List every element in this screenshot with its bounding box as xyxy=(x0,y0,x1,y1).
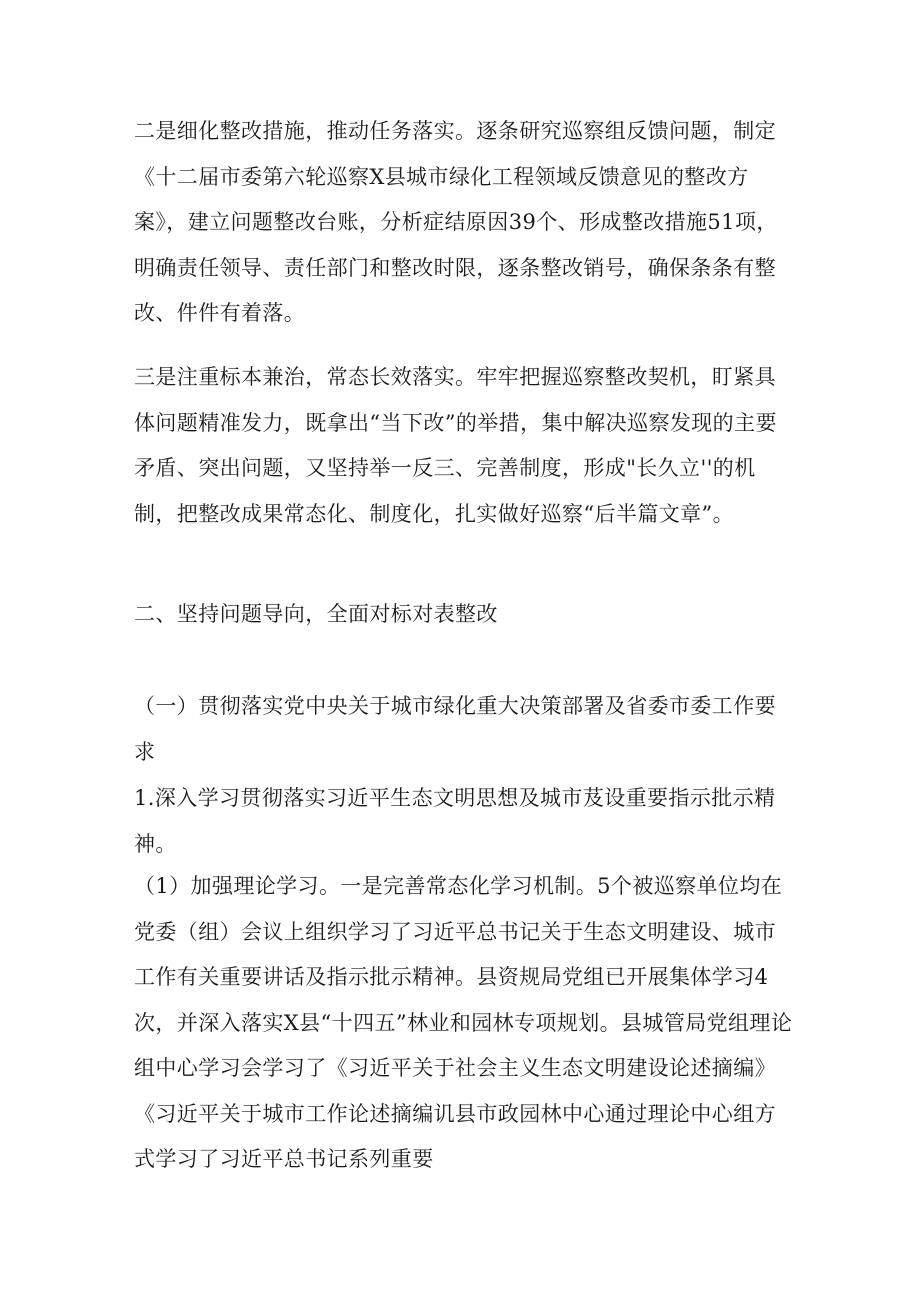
paragraph-long-term-effect: 三是注重标本兼治，常态长效落实。牢牢把握巡察整改契机，盯紧具体问题精准发力，既拿出“当下改”的举措，集中解决巡察发现的主要矛盾、突出问题，又坚持举一反三、完善制度，形成"长久立''的机制，把整改成果常态化、制度化，扎实做好巡察“后半篇文章”。 xyxy=(134,365,777,526)
item-heading: 1.深入学习贯彻落实习近平生态文明思想及城市芨设重要指示批示精神。 xyxy=(134,786,776,856)
subsection-heading: （一）贯彻落实党中央关于城市绿化重大决策部署及省委市委工作要求 xyxy=(134,694,776,764)
paragraph-rectification-measures: 二是细化整改措施，推动任务落实。逐条研究巡察组反馈问题，制定《十二届市委第六轮巡察X县城市绿化工程领域反馈意见的整改方案》，建立问题整改台账，分析症结原因39个、形成整改措施51项，明确责任领导、责任部门和整改时限，逐条整改销号，确保条条有整改、件件有着落。 xyxy=(134,119,778,325)
section-heading: 二、坚持问题导向，全面对标对表整改 xyxy=(134,602,498,626)
paragraph-theory-study: （1）加强理论学习。一是完善常态化学习机制。5个被巡察单位均在党委（组）会议上组织学习了习近平总书记关于生态文明建设、城市工作有关重要讲话及指示批示精神。县资规局党组已开展集体学习4次，并深入落实X县“十四五”林业和园林专项规划。县城管局党组理论组中心学习会学习了《习近平关于社会主义生态文明建设论述摘编》《习近平关于城市工作论述摘编讥县市政园林中心通过理论中心组方式学习了习近平总书记系列重要 xyxy=(134,874,793,1171)
